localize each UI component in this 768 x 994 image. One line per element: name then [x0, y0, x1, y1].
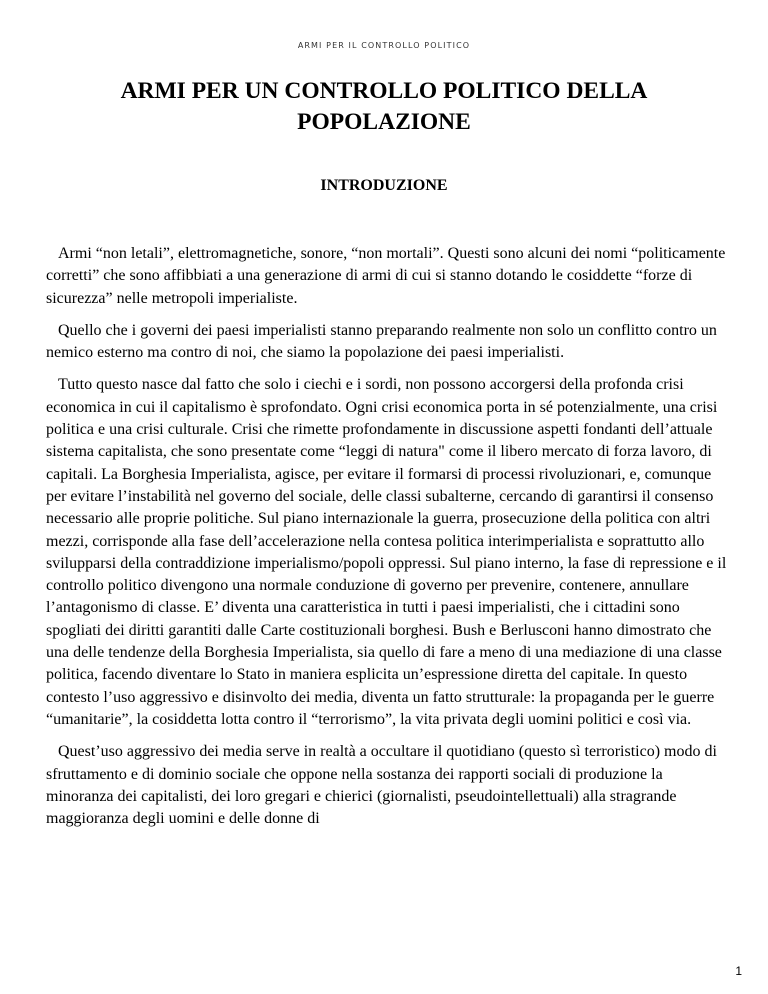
paragraph: Quest’uso aggressivo dei media serve in realtà a occultare il quotidiano (questo sì terroristico) modo di sfruttamento e di dominio sociale che oppone nella sostanza dei rapporti sociali di produzione la minoranza dei capitalisti, dei loro gregari e chierici (giornalisti, pseudointellettuali) alla stragrande maggioranza degli uomini e delle donne di	[46, 743, 717, 828]
section-heading: INTRODUZIONE	[320, 177, 448, 194]
paragraph: Tutto questo nasce dal fatto che solo i ciechi e i sordi, non possono accorgersi della profonda crisi economica in cui il capitalismo è sprofondato. Ogni crisi economica porta in sé potenzialmente, una crisi politica e una crisi culturale. Crisi che rimette profondamente in discussione aspetti fondanti dell’attuale sistema capitalista, che sono presentate come “leggi di natura" come il libero mercato di forza lavoro, di capitali. La Borghesia Imperialista, agisce, per evitare il formarsi di processi rivoluzionari, e, comunque per evitare l’instabilità nel governo del sociale, delle classi subalterne, cercando di garantirsi il consenso necessario alle proprie politiche. Sul piano internazionale la guerra, prosecuzione della politica con altri mezzi, corrisponde alla fase dell’accelerazione nella contesa politica interimperialista e soprattutto allo svilupparsi della contraddizione imperialismo/popoli oppressi. Sul piano interno, la fase di repressione e il controllo politico divengono una normale conduzione di governo per prevenire, contenere, annullare l’antagonismo di classe. E’ diventa una caratteristica in tutti i paesi imperialisti, che i cittadini sono spogliati dei diritti garantiti dalle Carte costituzionali borghesi. Bush e Berlusconi hanno dimostrato che una delle tendenze della Borghesia Imperialista, sia quello di fare a meno di una mediazione di una classe politica, facendo diventare lo Stato in maniera esplicita un’espressione diretta del capitale. In questo contesto l’uso aggressivo e disinvolto dei media, diventa un fatto strutturale: la propaganda per le guerre “umanitarie”, la cosiddetta lotta contro il “terrorismo”, la vita privata degli uomini politici e così via.	[46, 376, 727, 728]
document-body	[46, 243, 731, 840]
page-number: 1	[735, 964, 742, 978]
paragraph: Armi “non letali”, elettromagnetiche, sonore, “non mortali”. Questi sono alcuni dei nomi “politicamente corretti” che sono affibbiati a una generazione di armi di cui si stanno dotando le cosiddette “forze di sicurezza” nelle metropoli imperialiste.	[46, 245, 726, 307]
document-title: ARMI PER UN CONTROLLO POLITICO DELLA POPOLAZIONE	[120, 78, 648, 135]
running-header: ARMI PER IL CONTROLLO POLITICO	[297, 41, 471, 50]
paragraph: Quello che i governi dei paesi imperialisti stanno preparando realmente non solo un conflitto contro un nemico esterno ma contro di noi, che siamo la popolazione dei paesi imperialisti.	[46, 321, 717, 362]
